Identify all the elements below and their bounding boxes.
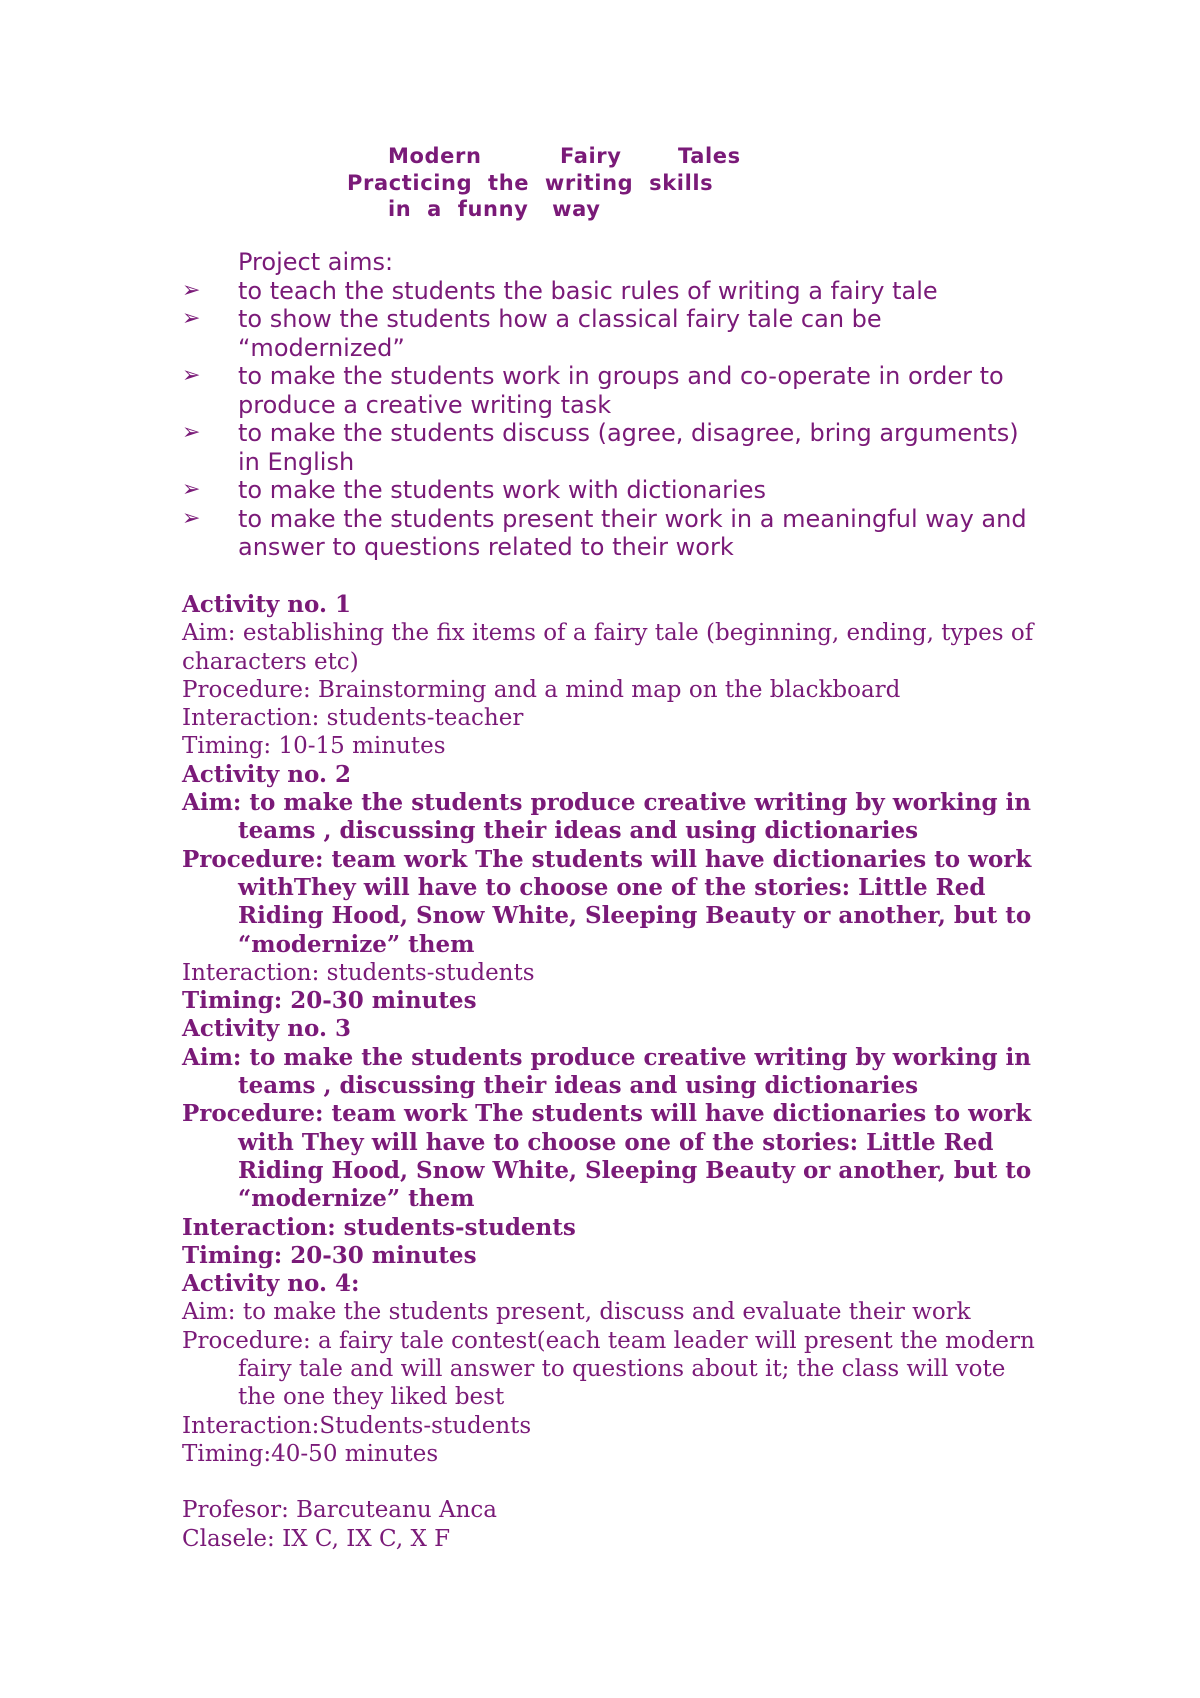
title-word-modern: Modern — [388, 144, 482, 168]
activity-2-interaction: Interaction: students-students — [182, 959, 535, 986]
aim-text: to make the students discuss (agree, disagree, bring arguments) in English — [238, 419, 1019, 476]
activity-1-timing: Timing: 10-15 minutes — [182, 733, 446, 760]
teacher-name: Profesor: Barcuteanu Anca — [182, 1497, 497, 1523]
arrow-bullet-icon: ➢ — [182, 306, 201, 331]
activity-3-title: Activity no. 3 — [182, 1015, 351, 1043]
activity-2-timing: Timing: 20-30 minutes — [182, 987, 477, 1015]
list-item — [182, 476, 1042, 505]
activity-4-title: Activity no. 4: — [182, 1270, 360, 1298]
arrow-bullet-icon: ➢ — [182, 277, 201, 303]
project-aims-section — [182, 248, 1042, 562]
activity-2-title: Activity no. 2 — [182, 760, 351, 788]
title-word-tales: Tales — [678, 144, 741, 168]
activity-2-aim: Aim: to make the students produce creative writing by working in teams , discussing their ideas and using dictionaries — [182, 789, 1032, 845]
activity-1-interaction: Interaction: students-teacher — [182, 705, 524, 732]
list-item — [182, 505, 1042, 562]
arrow-bullet-icon: ➢ — [182, 505, 201, 531]
aim-text: to show the students how a classical fairy tale can be “modernized” — [238, 305, 882, 362]
arrow-bullet-icon: ➢ — [182, 420, 201, 445]
list-item — [182, 419, 1042, 476]
activity-4-timing: Timing:40-50 minutes — [182, 1440, 439, 1467]
aim-text: to make the students work in groups and co-operate in order to produce a creative writing task — [238, 362, 1004, 419]
project-aims-heading: Project aims: — [238, 248, 394, 276]
activity-3-timing: Timing: 20-30 minutes — [182, 1241, 477, 1269]
activity-1-procedure: Procedure: Brainstorming and a mind map on the blackboard — [182, 676, 901, 703]
activities-section — [182, 591, 1042, 1468]
list-item — [182, 277, 1042, 306]
activity-3-aim: Aim: to make the students produce creative writing by working in teams , discussing their ideas and using dictionaries — [182, 1043, 1032, 1100]
document-footer — [182, 1496, 1042, 1554]
list-item — [182, 305, 1042, 362]
aim-text: to teach the students the basic rules of writing a fairy tale — [238, 276, 938, 305]
activity-4-procedure: Procedure: a fairy tale contest(each team leader will present the modern fairy tale and will answer to questions about it; the class will vote the one they liked best — [182, 1327, 1035, 1411]
activity-1-aim: Aim: establishing the fix items of a fairy tale (beginning, ending, types of characters etc) — [182, 620, 1034, 675]
aim-text: to make the students work with dictionaries — [238, 476, 766, 504]
title-word-fairy: Fairy — [560, 144, 622, 168]
title-subtitle-line-2: in a funny way — [388, 197, 601, 221]
aim-text: to make the students present their work in a meaningful way and answer to questions related to their work — [238, 504, 1027, 561]
arrow-bullet-icon: ➢ — [182, 363, 201, 388]
project-aims-list — [182, 277, 1042, 562]
activity-4-aim: Aim: to make the students present, discuss and evaluate their work — [182, 1299, 971, 1326]
arrow-bullet-icon: ➢ — [182, 477, 201, 502]
activity-2-procedure: Procedure: team work The students will have dictionaries to work withThey will have to choose one of the stories: Little Red Riding Hood, Snow White, Sleeping Beauty or another, but to “modernize” them — [182, 845, 1032, 958]
class-list: Clasele: IX C, IX C, X F — [182, 1526, 451, 1552]
title-subtitle-line: Practicing the writing skills — [347, 171, 714, 195]
activity-4-interaction: Interaction:Students-students — [182, 1412, 532, 1439]
activity-3-procedure: Procedure: team work The students will have dictionaries to work with They will have to choose one of the stories: Little Red Riding Hood, Snow White, Sleeping Beauty or another, but to “modernize” them — [182, 1100, 1032, 1213]
activity-1-title: Activity no. 1 — [182, 591, 351, 618]
list-item — [182, 362, 1042, 419]
activity-3-interaction: Interaction: students-students — [182, 1213, 576, 1241]
